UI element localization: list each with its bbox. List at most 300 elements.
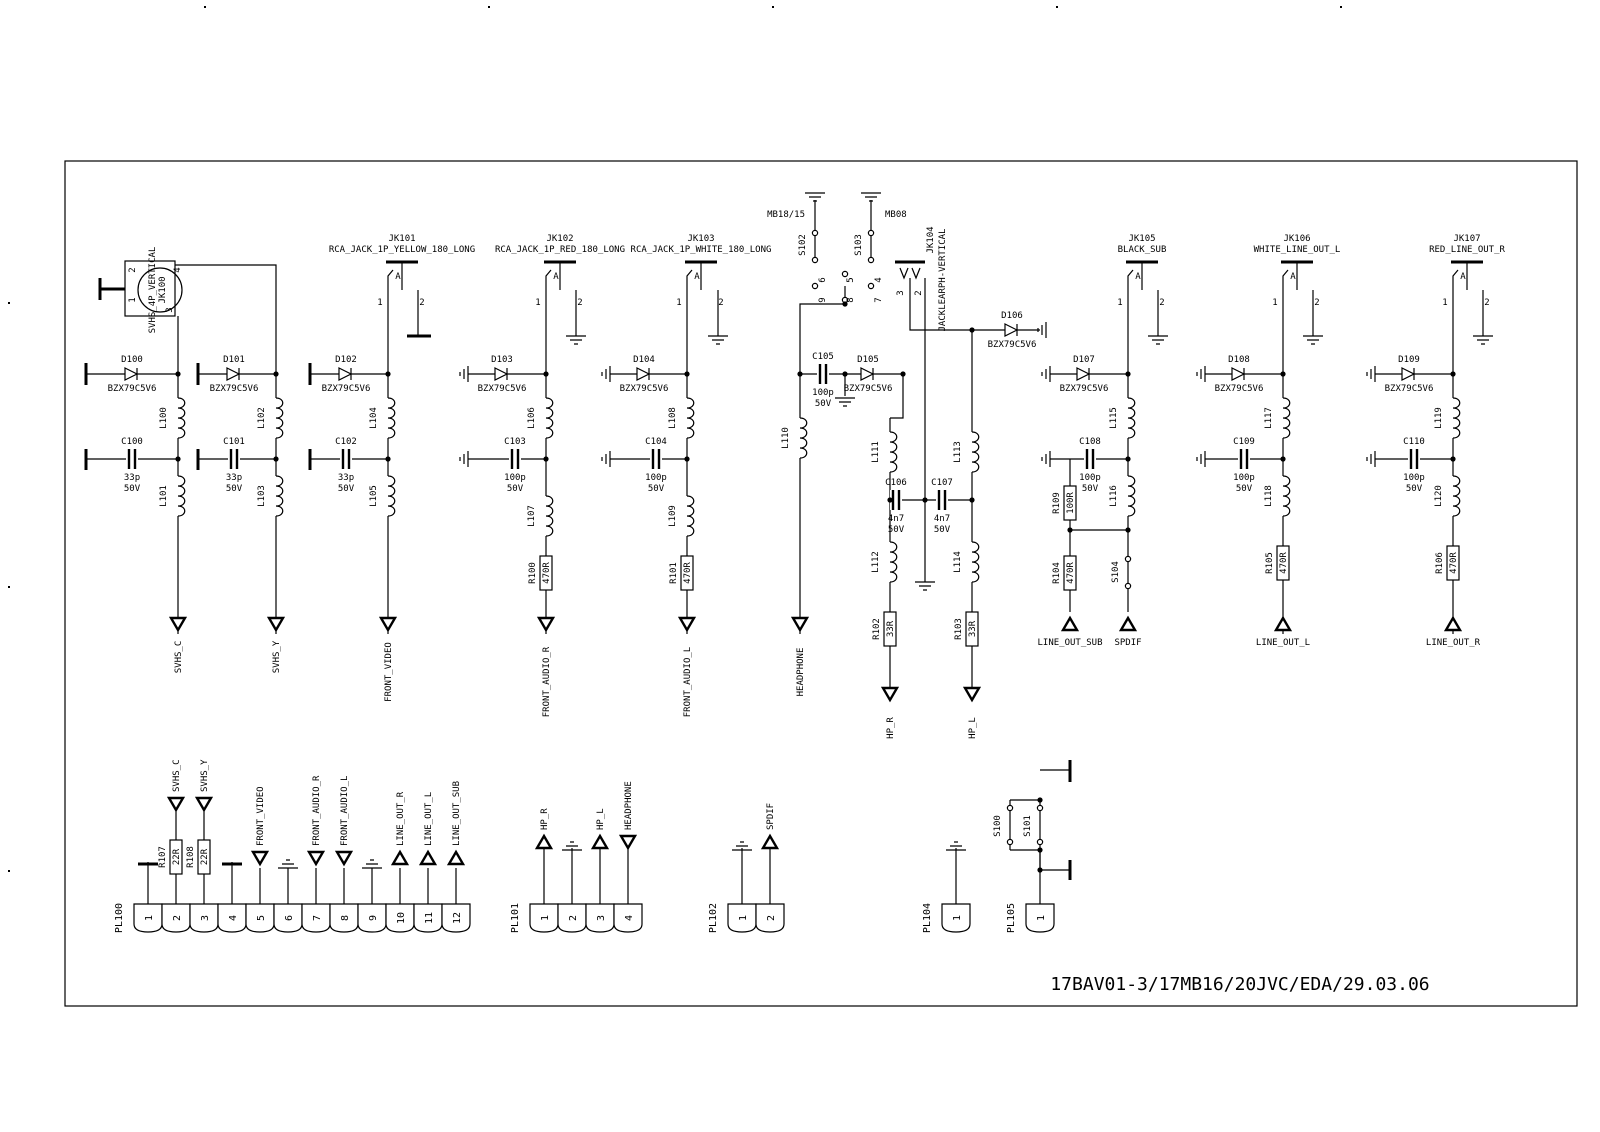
junction-dot <box>175 371 180 376</box>
diode-body <box>1402 368 1414 380</box>
net-label: SPDIF <box>766 802 776 830</box>
jack-pin: 2 <box>914 290 924 296</box>
junction-dot <box>900 371 905 376</box>
jack-part: WHITE_LINE_OUT_L <box>1253 245 1341 255</box>
ground-line <box>1197 451 1205 467</box>
resistor-ref: R101 <box>669 562 679 584</box>
ground-line <box>602 451 610 467</box>
capacitor-value: 100p <box>645 473 667 483</box>
jack-pin: 2 <box>1159 298 1165 308</box>
signal-port-down <box>793 618 807 630</box>
ground-line <box>1473 336 1493 344</box>
zener-diode <box>1232 368 1244 380</box>
net-label: HEADPHONE <box>624 781 634 830</box>
ground-symbol <box>861 193 881 201</box>
signal-port-down <box>621 836 635 848</box>
diode-ref: D102 <box>335 355 357 365</box>
ground-line <box>1148 336 1168 344</box>
diode-ref: D107 <box>1073 355 1095 365</box>
capacitor-value: 100p <box>1403 473 1425 483</box>
connector-pin-number: 1 <box>738 914 749 922</box>
capacitor-ref: C103 <box>504 437 526 447</box>
inductor <box>270 476 283 516</box>
ground-symbol <box>1367 366 1375 382</box>
terminal <box>812 230 817 235</box>
capacitor-ref: C102 <box>335 437 357 447</box>
jack-pin: 1 <box>676 298 682 308</box>
connector-ref: PL100 <box>114 902 125 934</box>
junction-dot <box>543 456 548 461</box>
junction-dot <box>922 497 927 502</box>
junction-dot <box>1125 371 1130 376</box>
resistor-value: 470R <box>683 562 693 584</box>
resistor-ref: R108 <box>186 846 196 868</box>
rca-jack <box>386 262 418 290</box>
diode-part: BZX79C5V6 <box>107 384 157 394</box>
ground-symbol <box>1303 336 1323 344</box>
ground-symbol <box>1148 336 1168 344</box>
ground-line <box>1303 336 1323 344</box>
net-label: FRONT_AUDIO_L <box>683 646 693 718</box>
inductor <box>884 432 897 472</box>
inductor-ref: L116 <box>1109 485 1119 507</box>
zener-diode <box>1005 324 1017 336</box>
jack-ref: JK101 <box>388 234 416 244</box>
inductor <box>1122 476 1135 516</box>
junction-dot <box>969 327 974 332</box>
connector-pin-number: 5 <box>256 914 267 922</box>
terminal <box>1125 583 1130 588</box>
capacitor-voltage: 50V <box>647 484 665 494</box>
jack-pin: 2 <box>419 298 425 308</box>
diode-part: BZX79C5V6 <box>477 384 527 394</box>
jack-ref: JK107 <box>1453 234 1481 244</box>
diode-part: BZX79C5V6 <box>619 384 669 394</box>
diode-body <box>1232 368 1244 380</box>
connector-pin-number: 10 <box>396 911 407 925</box>
capacitor <box>228 449 240 469</box>
inductor-ref: L118 <box>1264 485 1274 507</box>
terminal <box>868 283 873 288</box>
ground-line <box>1042 451 1050 467</box>
signal-port-up <box>763 836 777 848</box>
jack-pin: 1 <box>535 298 541 308</box>
inductor <box>172 476 185 516</box>
connector-ref: PL102 <box>708 902 719 934</box>
connector-pin-number: 2 <box>172 914 183 922</box>
diode-part: BZX79C5V6 <box>987 340 1037 350</box>
capacitor-ref: C108 <box>1079 437 1101 447</box>
terminal <box>812 257 817 262</box>
inductor-ref: L111 <box>871 441 881 463</box>
capacitor <box>1408 449 1420 469</box>
inductor <box>1122 398 1135 438</box>
net-label: LINE_OUT_L <box>424 791 434 846</box>
inductor <box>172 398 185 438</box>
junction-dot <box>385 371 390 376</box>
connector-pin-number: 2 <box>568 914 579 922</box>
inductor-ref: L117 <box>1264 407 1274 429</box>
net-label: HP_L <box>596 808 606 830</box>
capacitor-value: 4n7 <box>887 514 905 524</box>
junction-dot <box>1280 456 1285 461</box>
jack-part: RED_LINE_OUT_R <box>1429 245 1505 255</box>
terminal <box>868 257 873 262</box>
net-label: FRONT_AUDIO_L <box>340 775 350 846</box>
jack-ref: JK103 <box>687 234 715 244</box>
mount-ref: MB08 <box>885 210 907 220</box>
inductor <box>382 398 395 438</box>
junction-dot <box>1280 371 1285 376</box>
switch-pin: 4 <box>874 277 884 283</box>
inductor <box>1447 476 1460 516</box>
inductor <box>681 496 694 536</box>
resistor-value: 22R <box>172 848 182 866</box>
inductor-ref: L112 <box>871 551 881 573</box>
signal-port-down <box>539 618 553 630</box>
net-label: SPDIF <box>1114 638 1142 648</box>
junction-dot <box>1037 847 1042 852</box>
capacitor-voltage: 50V <box>506 484 524 494</box>
net-label: LINE_OUT_SUB <box>1037 638 1103 648</box>
capacitor-ref: C104 <box>645 437 667 447</box>
ground-line <box>460 366 468 382</box>
jack-tip <box>1453 270 1458 290</box>
capacitor-ref: C101 <box>223 437 245 447</box>
junction-dot <box>273 456 278 461</box>
inductor <box>966 432 979 472</box>
signal-port-up <box>537 836 551 848</box>
ground-symbol <box>835 398 855 406</box>
signal-port-down <box>269 618 283 630</box>
signal-port-down <box>169 798 183 810</box>
capacitor <box>1238 449 1250 469</box>
resistor-ref: R107 <box>158 846 168 868</box>
headphone-contact <box>912 268 920 278</box>
inductor <box>270 398 283 438</box>
switch-pin: 5 <box>846 277 856 283</box>
net-label: HEADPHONE <box>796 647 806 697</box>
ground-symbol <box>1197 366 1205 382</box>
ground-symbol <box>1473 336 1493 344</box>
resistor-ref: R109 <box>1052 492 1062 514</box>
signal-port-up <box>449 852 463 864</box>
net-label: FRONT_VIDEO <box>384 642 394 702</box>
ground-symbol <box>1042 366 1050 382</box>
ground-symbol <box>1197 451 1205 467</box>
inductor-ref: L119 <box>1434 407 1444 429</box>
capacitor <box>936 490 948 510</box>
inductor-ref: L100 <box>159 407 169 429</box>
junction-dot <box>684 371 689 376</box>
connector-pin-number: 2 <box>766 914 777 922</box>
resistor-value: 470R <box>1066 562 1076 584</box>
net-label: HP_R <box>886 717 896 739</box>
mount-ref: MB18/15 <box>767 210 805 220</box>
switch-ref: S102 <box>798 234 808 256</box>
switch-pin: 6 <box>818 277 828 283</box>
ground-line <box>915 582 935 590</box>
zener-diode <box>861 368 873 380</box>
net-label: LINE_OUT_L <box>1255 638 1311 648</box>
ground-symbol <box>566 336 586 344</box>
junction-dot <box>842 371 847 376</box>
ground-symbol <box>460 451 468 467</box>
connector-pin-number: 8 <box>340 914 351 922</box>
jack-pin: 1 <box>1442 298 1448 308</box>
junction-dot <box>969 497 974 502</box>
jack-pin: 2 <box>577 298 583 308</box>
net-label: SVHS_Y <box>200 759 210 792</box>
inductor-ref: L101 <box>159 485 169 507</box>
resistor-ref: R103 <box>954 618 964 640</box>
zener-diode <box>125 368 137 380</box>
signal-port-down <box>309 852 323 864</box>
switch-pin: 9 <box>818 297 828 303</box>
jack-pin: A <box>1460 272 1466 282</box>
net-label: LINE_OUT_R <box>396 791 406 846</box>
ground-line <box>278 860 298 868</box>
jack-pin: 3 <box>896 290 906 296</box>
ground-symbol <box>460 366 468 382</box>
diode-part: BZX79C5V6 <box>321 384 371 394</box>
diode-ref: D104 <box>633 355 655 365</box>
diode-ref: D105 <box>857 355 879 365</box>
jack-pin: 4 <box>173 267 183 273</box>
ground-line <box>708 336 728 344</box>
jack-pin: 1 <box>1272 298 1278 308</box>
rca-jack <box>1281 262 1313 290</box>
diode-ref: D103 <box>491 355 513 365</box>
capacitor-voltage: 50V <box>225 484 243 494</box>
capacitor-value: 100p <box>504 473 526 483</box>
capacitor-ref: C105 <box>812 352 834 362</box>
inductor <box>1277 398 1290 438</box>
resistor-value: 470R <box>1449 552 1459 574</box>
jack-tip <box>1283 270 1288 290</box>
connector-pin-number: 1 <box>952 914 963 922</box>
resistor-value: 22R <box>200 848 210 866</box>
connector-pin-number: 3 <box>596 914 607 922</box>
diode-body <box>637 368 649 380</box>
jack-ref: JK100 <box>158 276 168 304</box>
terminal <box>1037 839 1042 844</box>
zener-diode <box>227 368 239 380</box>
signal-port-up <box>1063 618 1077 630</box>
junction-dot <box>273 371 278 376</box>
connector-pin-number: 11 <box>424 911 435 925</box>
capacitor-value: 33p <box>225 473 243 483</box>
jack-pin: 1 <box>377 298 383 308</box>
connector-ref: PL104 <box>922 902 933 934</box>
connector-pin-number: 4 <box>228 914 239 922</box>
junction-dot <box>385 456 390 461</box>
diode-body <box>495 368 507 380</box>
jack-ref: JK104 <box>926 226 936 254</box>
switch-ref: S101 <box>1023 815 1033 837</box>
ground-symbol <box>362 860 382 868</box>
capacitor-voltage: 50V <box>933 525 951 535</box>
jack-tip <box>388 270 393 290</box>
jack-pin: A <box>1135 272 1141 282</box>
diode-part: BZX79C5V6 <box>1384 384 1434 394</box>
ground-line <box>1367 366 1375 382</box>
net-label: SVHS_Y <box>272 640 282 674</box>
capacitor-ref: C106 <box>885 478 907 488</box>
diode-body <box>861 368 873 380</box>
switch-ref: S100 <box>993 815 1003 837</box>
inductor <box>540 398 553 438</box>
capacitor <box>340 449 352 469</box>
inductor <box>382 476 395 516</box>
diode-part: BZX79C5V6 <box>1059 384 1109 394</box>
connector-pin-number: 9 <box>368 914 379 922</box>
ground-symbol <box>915 582 935 590</box>
jack-pin: 1 <box>128 297 138 303</box>
jack-pin: 2 <box>1314 298 1320 308</box>
junction-dot <box>684 456 689 461</box>
switch-ref: S103 <box>854 234 864 256</box>
jack-tip <box>1128 270 1133 290</box>
net-label: SVHS_C <box>172 759 182 792</box>
capacitor-ref: C109 <box>1233 437 1255 447</box>
signal-port-down <box>171 618 185 630</box>
terminal <box>1037 805 1042 810</box>
jack-pin: A <box>553 272 559 282</box>
inductor <box>794 418 807 458</box>
diode-part: BZX79C5V6 <box>1214 384 1264 394</box>
connector-ref: PL105 <box>1006 902 1017 934</box>
net-label: HP_R <box>540 808 550 830</box>
rca-jack <box>1126 262 1158 290</box>
diode-part: BZX79C5V6 <box>843 384 893 394</box>
rca-jack <box>544 262 576 290</box>
signal-port-down <box>253 852 267 864</box>
inductor <box>1447 398 1460 438</box>
terminal <box>1007 805 1012 810</box>
diode-body <box>227 368 239 380</box>
inductor-ref: L102 <box>257 407 267 429</box>
resistor-value: 470R <box>1279 552 1289 574</box>
resistor-value: 33R <box>886 620 896 638</box>
net-label: LINE_OUT_R <box>1425 638 1481 648</box>
net-label: FRONT_AUDIO_R <box>312 775 322 846</box>
capacitor-ref: C100 <box>121 437 143 447</box>
connector-pl100 <box>134 904 470 932</box>
capacitor-voltage: 50V <box>887 525 905 535</box>
inductor <box>966 542 979 582</box>
resistor-value: 33R <box>968 620 978 638</box>
ground-symbol <box>1042 451 1050 467</box>
junction-dot <box>1067 527 1072 532</box>
signal-port-down <box>337 852 351 864</box>
junction-dot <box>887 497 892 502</box>
jack-part: RCA_JACK_1P_YELLOW_180_LONG <box>328 245 476 255</box>
jack-pin: 1 <box>1117 298 1123 308</box>
junction-dot <box>797 371 802 376</box>
inductor-ref: L113 <box>953 441 963 463</box>
net-label: SVHS_C <box>174 640 184 674</box>
inductor <box>681 398 694 438</box>
capacitor-value: 33p <box>123 473 141 483</box>
jack-tip <box>687 270 692 290</box>
jack-pin: 2 <box>1484 298 1490 308</box>
inductor-ref: L115 <box>1109 407 1119 429</box>
signal-port-down <box>381 618 395 630</box>
diode-body <box>1077 368 1089 380</box>
jack-ref: JK102 <box>546 234 574 244</box>
jack-part: SVHS_4P_VERTICAL <box>148 246 158 334</box>
jack-pin: 2 <box>128 267 138 273</box>
ground-line <box>566 336 586 344</box>
capacitor-voltage: 50V <box>1081 484 1099 494</box>
terminal <box>812 283 817 288</box>
connector-pin-number: 1 <box>144 914 155 922</box>
inductor-ref: L104 <box>369 407 379 429</box>
net-label: FRONT_AUDIO_R <box>542 646 552 718</box>
junction-dot <box>1125 527 1130 532</box>
connector-pin-number: 3 <box>200 914 211 922</box>
zener-diode <box>495 368 507 380</box>
diode-ref: D101 <box>223 355 245 365</box>
capacitor <box>126 449 138 469</box>
jack-pin: 2 <box>718 298 724 308</box>
inductor-ref: L108 <box>668 407 678 429</box>
connector-pin-number: 6 <box>284 914 295 922</box>
switch-pin: 7 <box>874 297 884 303</box>
capacitor <box>1084 449 1096 469</box>
capacitor-voltage: 50V <box>1405 484 1423 494</box>
connector-pin-number: 4 <box>624 914 635 922</box>
jack-part: RCA_JACK_1P_RED_180_LONG <box>494 245 626 255</box>
signal-port-up <box>1446 618 1460 630</box>
junction-dot <box>1450 371 1455 376</box>
drawing-number: 17BAV01-3/17MB16/20JVC/EDA/29.03.06 <box>1050 974 1430 995</box>
diode-ref: D108 <box>1228 355 1250 365</box>
sheet-ticks <box>8 6 1342 872</box>
net-label: FRONT_VIDEO <box>256 786 266 846</box>
signal-port-up <box>1276 618 1290 630</box>
capacitor <box>650 449 662 469</box>
resistor-ref: R105 <box>1265 552 1275 574</box>
connector-ref: PL101 <box>510 902 521 934</box>
terminal <box>1007 839 1012 844</box>
capacitor-value: 33p <box>337 473 355 483</box>
ground-symbol <box>1367 451 1375 467</box>
jack-ref: JK106 <box>1283 234 1311 244</box>
jack-pin: A <box>694 272 700 282</box>
zener-diode <box>1077 368 1089 380</box>
capacitor-ref: C107 <box>931 478 953 488</box>
jack-pin: A <box>395 272 401 282</box>
jack-pin: 3 <box>165 307 175 313</box>
ground-symbol <box>708 336 728 344</box>
terminal <box>842 271 847 276</box>
jack-tip <box>546 270 551 290</box>
ground-line <box>861 193 881 201</box>
inductor-ref: L120 <box>1434 485 1444 507</box>
junction-dot <box>1450 456 1455 461</box>
capacitor-voltage: 50V <box>337 484 355 494</box>
capacitor-ref: C110 <box>1403 437 1425 447</box>
sheet-border <box>65 161 1577 1006</box>
ground-line <box>1197 366 1205 382</box>
connector-pin-number: 7 <box>312 914 323 922</box>
junction-dot <box>175 456 180 461</box>
inductor-ref: L110 <box>781 427 791 449</box>
diode-part: BZX79C5V6 <box>209 384 259 394</box>
resistor-ref: R102 <box>872 618 882 640</box>
